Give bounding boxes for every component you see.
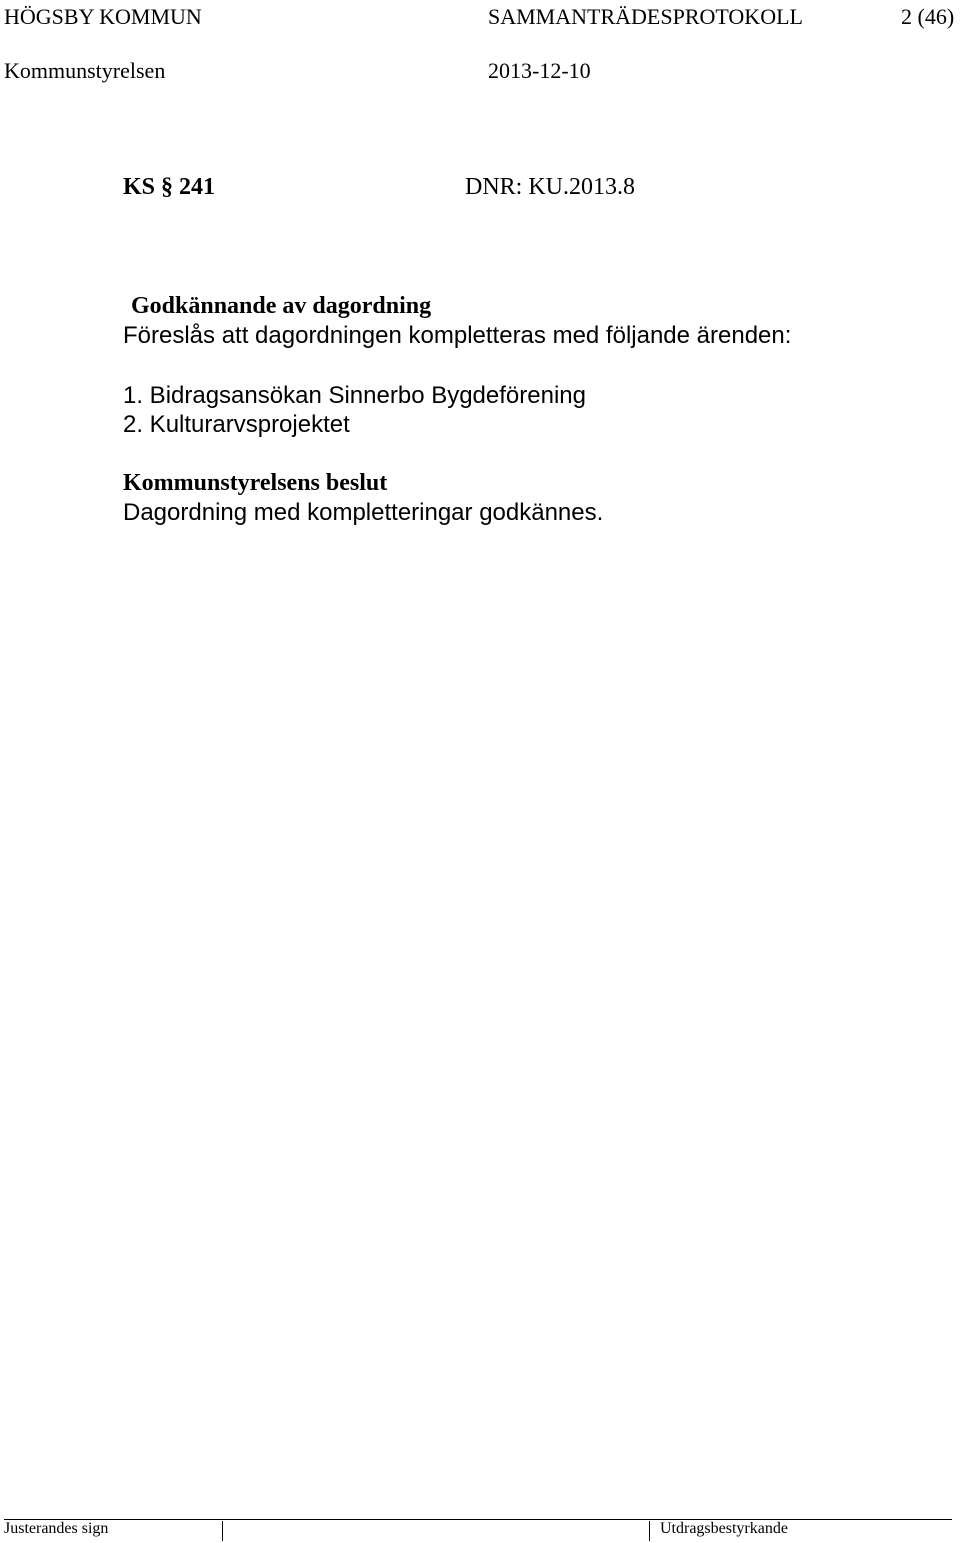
list-item: 2. Kulturarvsprojektet (123, 411, 350, 438)
decision-text: Dagordning med kompletteringar godkännes. (123, 499, 604, 526)
signature-label: Justerandes sign (4, 1520, 109, 1537)
decision-title: Kommunstyrelsens beslut (123, 470, 388, 496)
meeting-date: 2013-12-10 (488, 58, 591, 83)
list-item: 1. Bidragsansökan Sinnerbo Bygdeförening (123, 382, 586, 409)
certification-box-separator (649, 1521, 650, 1541)
governing-body: Kommunstyrelsen (4, 58, 166, 83)
organization-name: HÖGSBY KOMMUN (4, 4, 202, 29)
document-type: SAMMANTRÄDESPROTOKOLL (488, 4, 803, 29)
case-dnr: DNR: KU.2013.8 (465, 174, 636, 200)
section-intro: Föreslås att dagordningen kompletteras med följande ärenden: (123, 322, 792, 349)
agenda-items-list (123, 381, 586, 439)
section-title: Godkännande av dagordning (131, 293, 432, 319)
case-number: KS § 241 (123, 174, 216, 200)
certification-label: Utdragsbestyrkande (660, 1520, 788, 1537)
page-number: 2 (46) (901, 4, 955, 29)
footer-divider (4, 1519, 952, 1520)
signature-box-separator (222, 1521, 223, 1541)
